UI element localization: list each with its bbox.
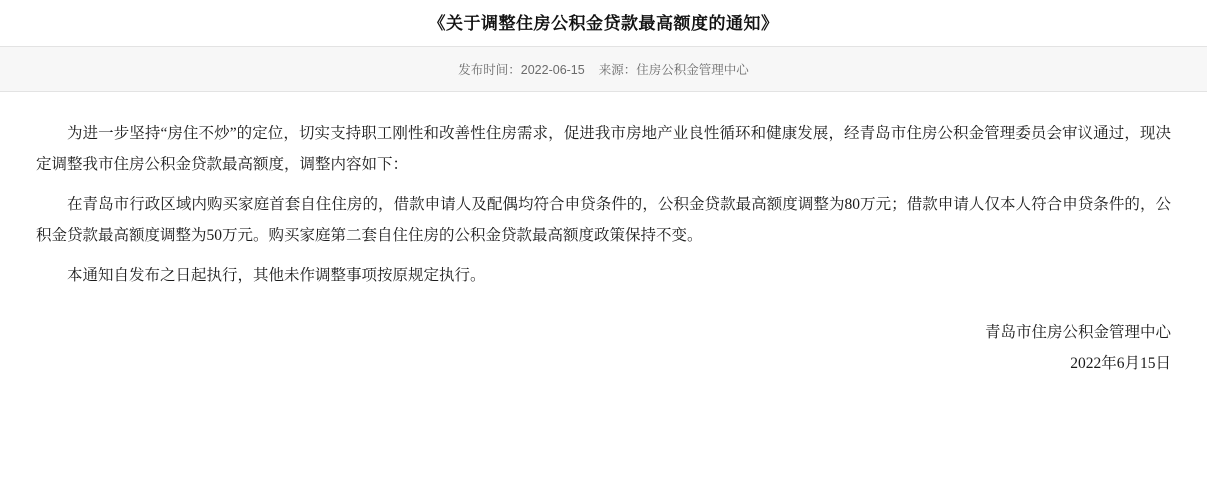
signature-date: 2022年6月15日 [1070, 354, 1171, 372]
signature-organization: 青岛市住房公积金管理中心 [984, 323, 1171, 341]
publish-time: 发布时间：2022-06-15 [458, 62, 585, 77]
document-body [0, 92, 1207, 291]
paragraph-1: 为进一步坚持“房住不炒”的定位，切实支持职工刚性和改善性住房需求，促进我市房地产业良性循环和健康发展，经青岛市住房公积金管理委员会审议通过，现决定调整我市住房公积金贷款最高额度，调整内容如下： [36, 124, 1171, 173]
page-title: 《关于调整住房公积金贷款最高额度的通知》 [428, 14, 779, 33]
document-meta-bar [0, 47, 1207, 91]
document-source: 来源：住房公积金管理中心 [598, 62, 749, 77]
signature-block [0, 317, 1207, 379]
paragraph-2: 在青岛市行政区域内购买家庭首套自住住房的，借款申请人及配偶均符合申贷条件的，公积金贷款最高额度调整为80万元；借款申请人仅本人符合申贷条件的，公积金贷款最高额度调整为50万元。购买家庭第二套自住住房的公积金贷款最高额度政策保持不变。 [36, 195, 1171, 244]
paragraph-3: 本通知自发布之日起执行，其他未作调整事项按原规定执行。 [67, 266, 486, 284]
